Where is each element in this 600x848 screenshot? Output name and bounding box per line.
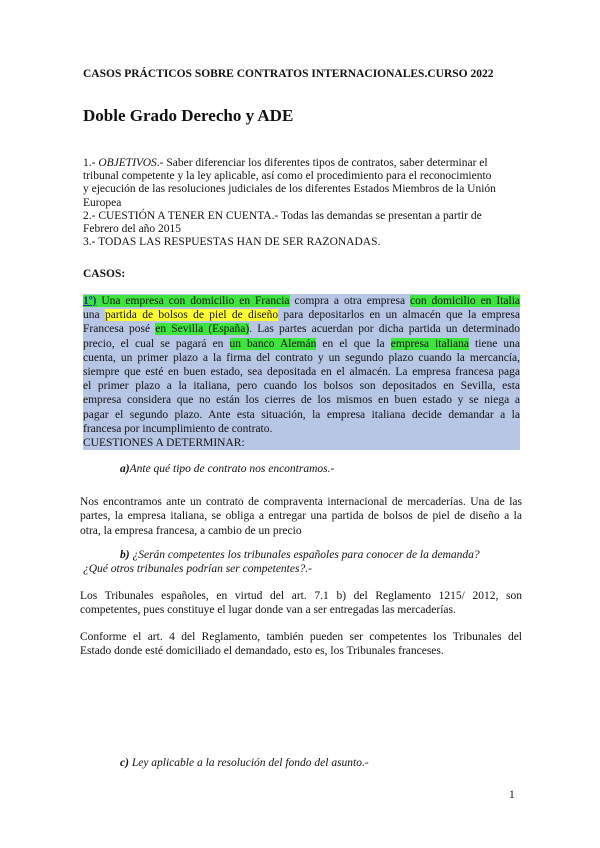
- note-line: Febrero del año 2015: [83, 223, 182, 236]
- objectives-line: tribunal competente y la ley aplicable, así como el procedimiento para el reconocimiento: [83, 170, 492, 183]
- case-line: una partida de bolsos de piel de diseño para depositarlos en un almacén que la empresa: [83, 309, 520, 322]
- answer-b-spain: Los Tribunales españoles, en virtud del art. 7.1 b) del Reglamento 1215/ 2012, son competentes, pues constituye el lugar donde van a ser entregadas las mercaderías.: [80, 590, 522, 617]
- note-line: 2.- CUESTIÓN A TENER EN CUENTA.- Todas las demandas se presentan a partir de: [83, 209, 482, 222]
- answer-b-france: Conforme el art. 4 del Reglamento, también pueden ser competentes los Tribunales del Estado donde esté domiciliado el demandado, esto es, los Tribunales franceses.: [80, 631, 522, 658]
- document-title: CASOS PRÁCTICOS SOBRE CONTRATOS INTERNACIONALES.CURSO 2022: [83, 68, 494, 80]
- case-number: 1º): [83, 295, 97, 307]
- case-line: empresa considera que no están los cierres de los mismos en buen estado y se niega a: [83, 394, 520, 407]
- page-number: 1: [509, 789, 515, 801]
- question-b: b) ¿Serán competentes los tribunales españoles para conocer de la demanda? ¿Qué otros tribunales podrían ser competentes?.-: [83, 549, 480, 576]
- case-line: francesa por incumplimiento de contrato.: [83, 422, 273, 435]
- case-line: el primer plazo a la italiana, pero cuando los bolsos son depositados en Sevilla, esta: [83, 380, 520, 393]
- cuestiones-heading: CUESTIONES A DETERMINAR:: [83, 437, 245, 450]
- note-line: 3.- TODAS LAS RESPUESTAS HAN DE SER RAZONADAS.: [83, 236, 381, 249]
- answer-a: Nos encontramos ante un contrato de compraventa internacional de mercaderías. Una de las partes, la empresa italiana, se obliga a entregar una partida de bolsos de piel de diseño a la otra, la empresa francesa, a cambio de un precio: [80, 496, 522, 537]
- casos-heading: CASOS:: [83, 268, 126, 280]
- case-line: precio, el cual se pagará en un banco Alemán en el que la empresa italiana tiene una: [83, 337, 521, 350]
- case-line: 1º) Una empresa con domicilio en Francia compra a otra empresa con domicilio en Italia: [83, 295, 520, 307]
- question-c: c) Ley aplicable a la resolución del fondo del asunto.-: [120, 757, 369, 769]
- case-line: Francesa posé en Sevilla (España). Las partes acuerdan por dicha partida un determinado: [83, 323, 520, 336]
- case-line: pagar el segundo plazo. Ante esta situación, la empresa italiana decide demandar a la: [83, 408, 520, 421]
- objectives-section: [83, 157, 523, 249]
- question-a: a)Ante qué tipo de contrato nos encontramos.-: [120, 463, 335, 475]
- case-1-block: [83, 294, 520, 450]
- case-line: cuenta, un primer plazo a la firma del contrato y un segundo plazo cuando la mercancía,: [83, 351, 520, 364]
- case-line: siempre que esté en buen estado, sea depositada en el almacén. La empresa francesa paga: [83, 366, 520, 379]
- objectives-line: y ejecución de las resoluciones judiciales de los diferentes Estados Miembros de la Unión: [83, 183, 496, 196]
- objectives-line: 1.- OBJETIVOS.- Saber diferenciar los diferentes tipos de contratos, saber determinar el: [83, 157, 488, 169]
- degree-heading: Doble Grado Derecho y ADE: [83, 106, 294, 125]
- objectives-line: Europea: [83, 196, 122, 209]
